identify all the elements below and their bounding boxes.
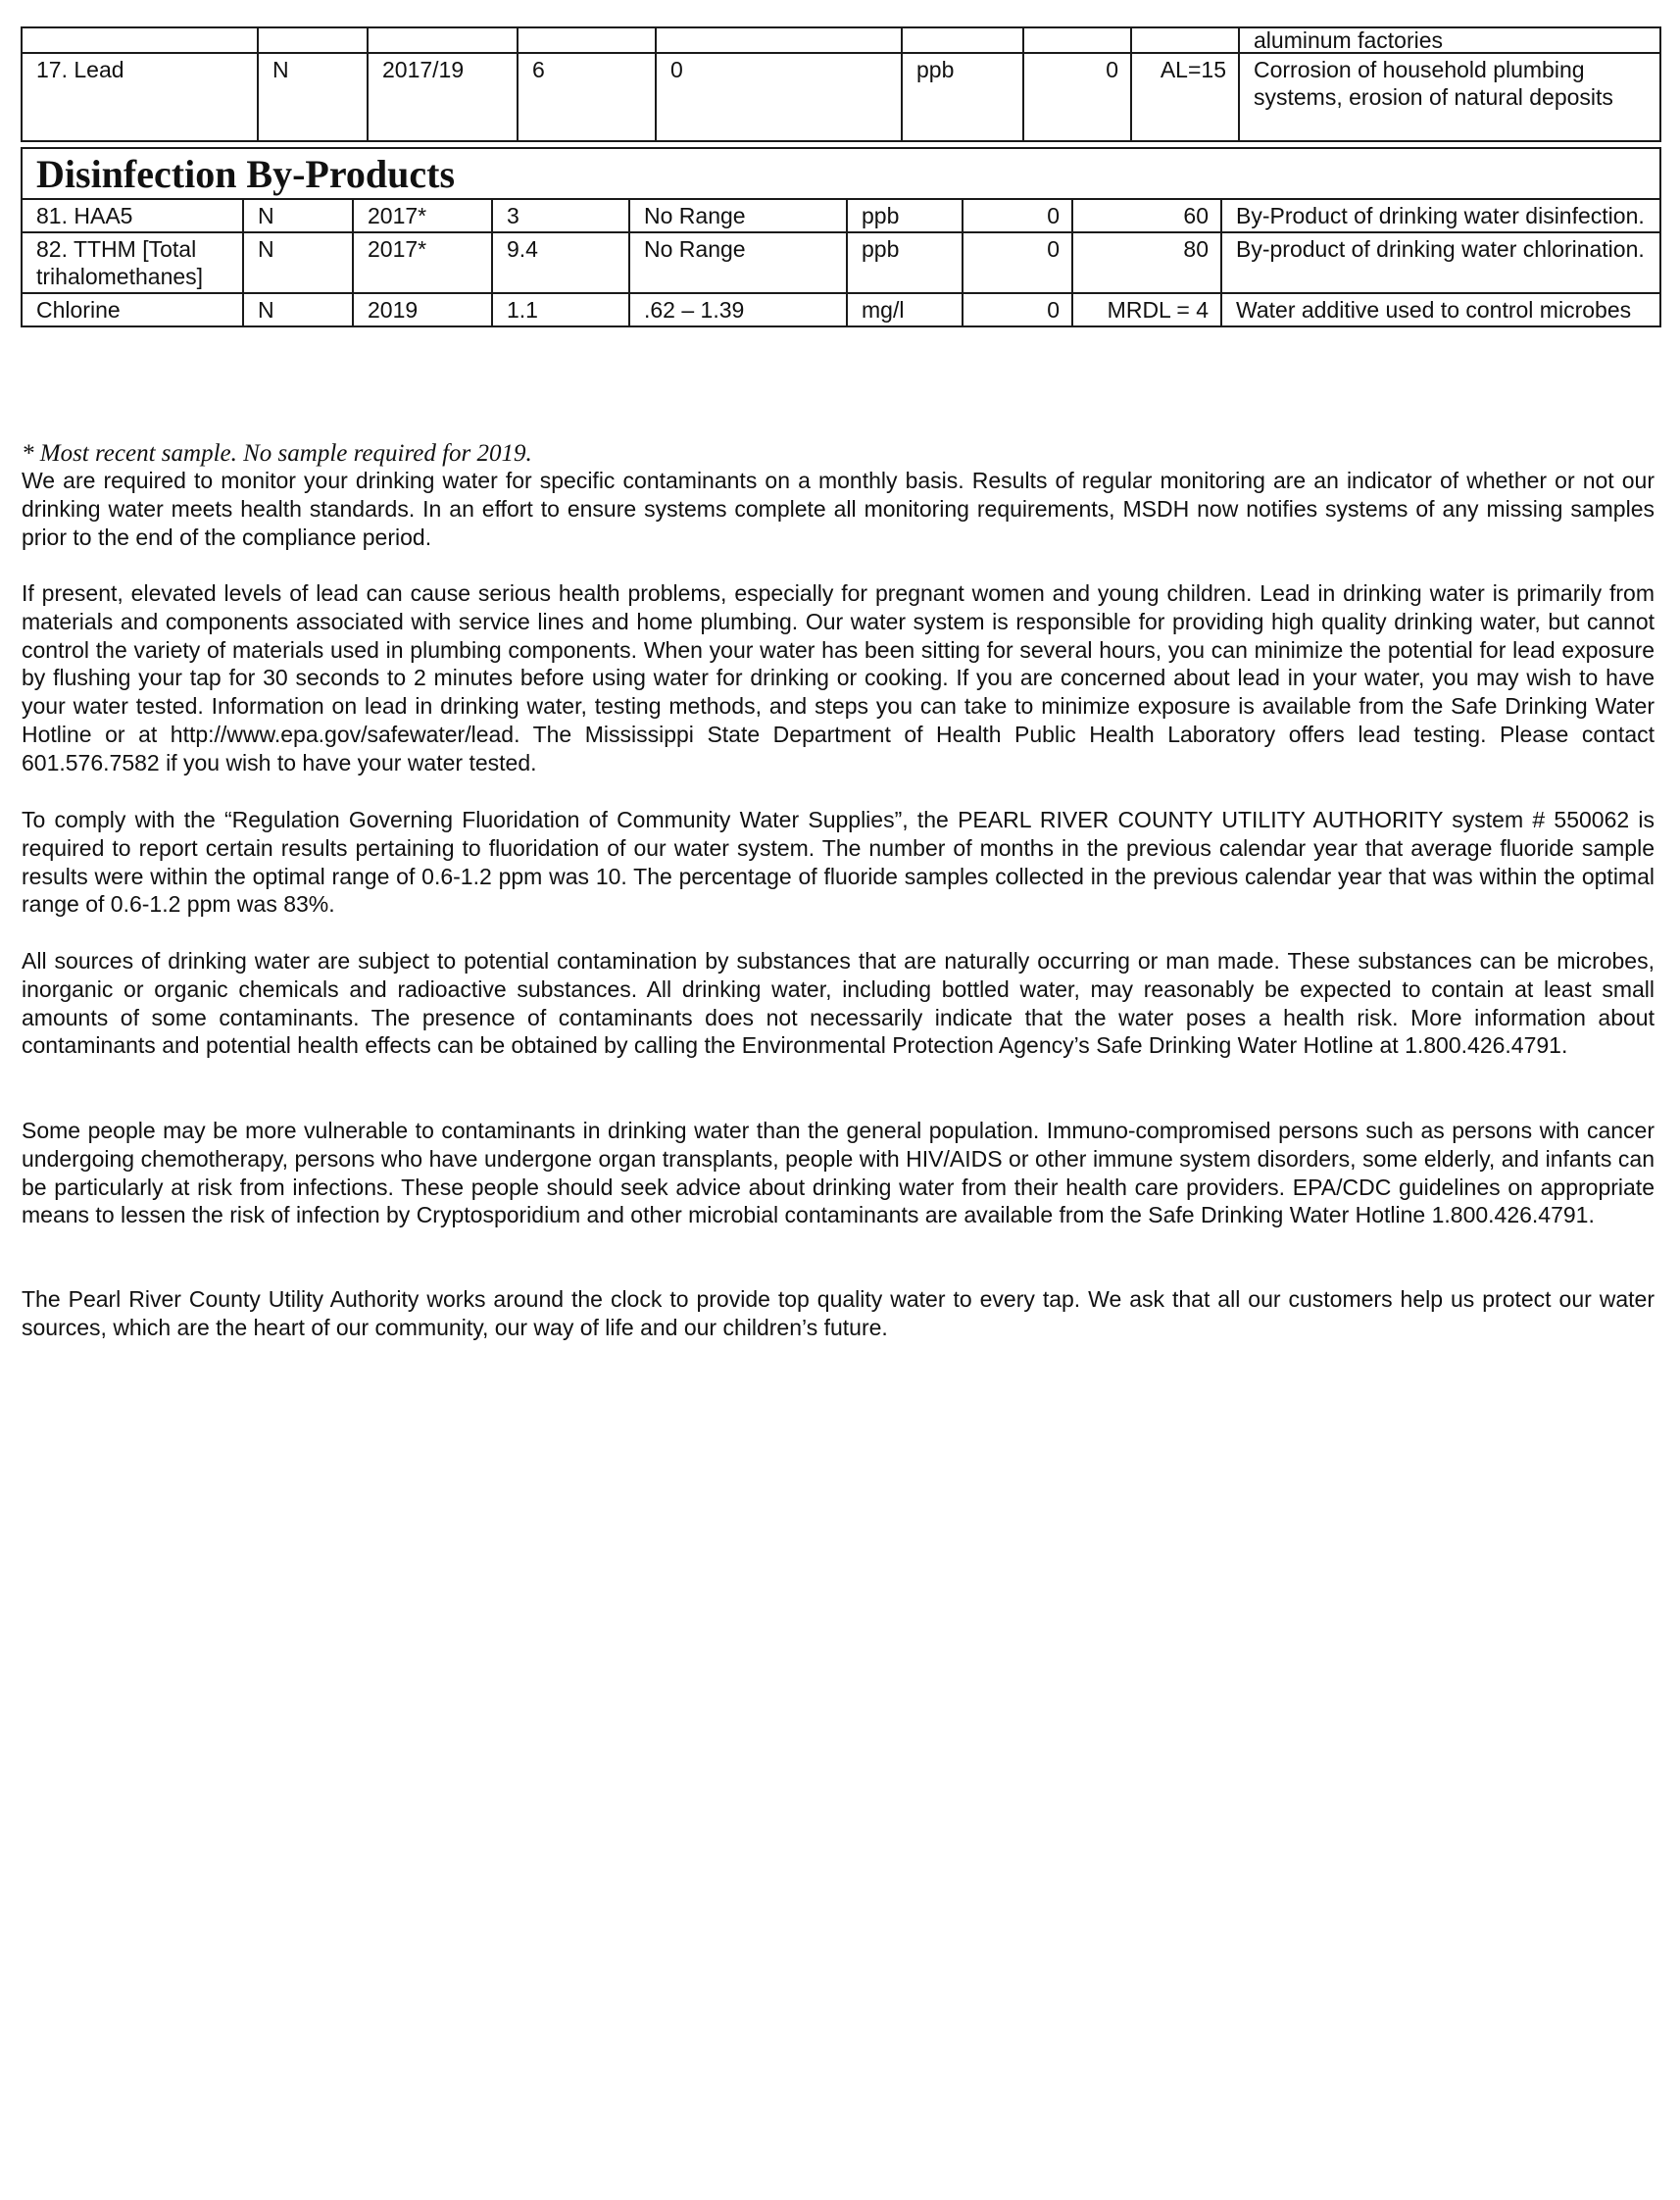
cell-date: 2017* [353, 232, 492, 293]
cell-unit: ppb [847, 199, 963, 232]
cell-mcl: MRDL = 4 [1072, 293, 1221, 326]
cell-unit: ppb [902, 53, 1023, 141]
cell-violation: N [258, 53, 368, 141]
cell-contaminant: 81. HAA5 [22, 199, 243, 232]
cell-contaminant: 82. TTHM [Total trihalomethanes] [22, 232, 243, 293]
cell-level: 9.4 [492, 232, 629, 293]
cell-mcl [1131, 27, 1239, 53]
cell-mclg: 0 [963, 199, 1072, 232]
cell-source: By-product of drinking water chlorination. [1221, 232, 1660, 293]
section-heading-row [22, 148, 1660, 199]
cell-level: 3 [492, 199, 629, 232]
cell-range: No Range [629, 199, 847, 232]
table-row-lead [22, 53, 1660, 141]
cell-source: aluminum factories [1239, 27, 1660, 53]
disinfection-byproducts-table [21, 147, 1661, 327]
cell-mclg: 0 [963, 293, 1072, 326]
cell-range: 0 [656, 53, 902, 141]
cell-contaminant [22, 27, 258, 53]
cell-unit: ppb [847, 232, 963, 293]
cell-date: 2017/19 [368, 53, 518, 141]
cell-source: Water additive used to control microbes [1221, 293, 1660, 326]
cell-mclg: 0 [963, 232, 1072, 293]
cell-contaminant: 17. Lead [22, 53, 258, 141]
monitoring-paragraph: We are required to monitor your drinking water for specific contaminants on a monthly basis. Results of regular monitoring are an indicator of whether or not our drinking water meets health standards. In an effort to ensure systems complete all monitoring requirements, MSDH now notifies systems of any missing samples prior to the end of the compliance period. [22, 468, 1655, 550]
cell-range: No Range [629, 232, 847, 293]
table-row [22, 232, 1660, 293]
cell-violation: N [243, 232, 353, 293]
cell-violation: N [243, 199, 353, 232]
cell-range [656, 27, 902, 53]
cell-mclg [1023, 27, 1131, 53]
cell-violation [258, 27, 368, 53]
section-heading: Disinfection By-Products [22, 148, 1660, 199]
cell-unit [902, 27, 1023, 53]
cell-mcl: AL=15 [1131, 53, 1239, 141]
cell-source: Corrosion of household plumbing systems, erosion of natural deposits [1239, 53, 1660, 141]
cell-source: By-Product of drinking water disinfection. [1221, 199, 1660, 232]
cell-mclg: 0 [1023, 53, 1131, 141]
cell-date: 2019 [353, 293, 492, 326]
cell-unit: mg/l [847, 293, 963, 326]
footnote: * Most recent sample. No sample required for 2019. [22, 440, 532, 467]
cell-date: 2017* [353, 199, 492, 232]
contamination-sources-paragraph: All sources of drinking water are subject to potential contamination by substances that are naturally occurring or man made. These substances can be microbes, inorganic or organic chemicals and radioactive substances. All drinking water, including bottled water, may reasonably be expected to contain at least small amounts of some contaminants. The presence of contaminants does not necessarily indicate that the water poses a health risk. More information about contaminants and potential health effects can be obtained by calling the Environmental Protection Agency’s Safe Drinking Water Hotline at 1.800.426.4791. [22, 948, 1655, 1059]
table-row [22, 293, 1660, 326]
fluoride-paragraph: To comply with the “Regulation Governing Fluoridation of Community Water Supplies”, the PEARL RIVER COUNTY UTILITY AUTHORITY system # 550062 is required to report certain results pertaining to fluoridation of our water system. The number of months in the previous calendar year that average fluoride sample results were within the optimal range of 0.6-1.2 ppm was 10. The percentage of fluoride samples collected in the previous calendar year that was within the optimal range of 0.6-1.2 ppm was 83%. [22, 807, 1655, 918]
vulnerable-populations-paragraph: Some people may be more vulnerable to contaminants in drinking water than the general population. Immuno-compromised persons such as persons with cancer undergoing chemotherapy, persons who have undergone organ transplants, people with HIV/AIDS or other immune system disorders, some elderly, and infants can be particularly at risk from infections. These people should seek advice about drinking water from their health care providers. EPA/CDC guidelines on appropriate means to lessen the risk of infection by Cryptosporidium and other microbial contaminants are available from the Safe Drinking Water Hotline 1.800.426.4791. [22, 1118, 1655, 1228]
cell-mcl: 60 [1072, 199, 1221, 232]
cell-level [518, 27, 656, 53]
lead-paragraph: If present, elevated levels of lead can cause serious health problems, especially for pregnant women and young children. Lead in drinking water is primarily from materials and components associated with service lines and home plumbing. Our water system is responsible for providing high quality drinking water, but cannot control the variety of materials used in plumbing components. When your water has been sitting for several hours, you can minimize the potential for lead exposure by flushing your tap for 30 seconds to 2 minutes before using water for drinking or cooking. If you are concerned about lead in your water, you may wish to have your water tested. Information on lead in drinking water, testing methods, and steps you can take to minimize exposure is available from the Safe Drinking Water Hotline or at http://www.epa.gov/safewater/lead. The Mississippi State Department of Health Public Health Laboratory offers lead testing. Please contact 601.576.7582 if you wish to have your water tested. [22, 580, 1655, 775]
table-row [22, 199, 1660, 232]
lead-table [21, 26, 1661, 142]
cell-level: 6 [518, 53, 656, 141]
cell-level: 1.1 [492, 293, 629, 326]
table-row-continued [22, 27, 1660, 53]
cell-mcl: 80 [1072, 232, 1221, 293]
cell-date [368, 27, 518, 53]
closing-paragraph: The Pearl River County Utility Authority works around the clock to provide top quality water to every tap. We ask that all our customers help us protect our water sources, which are the heart of our community, our way of life and our children’s future. [22, 1286, 1655, 1340]
cell-contaminant: Chlorine [22, 293, 243, 326]
cell-range: .62 – 1.39 [629, 293, 847, 326]
cell-violation: N [243, 293, 353, 326]
